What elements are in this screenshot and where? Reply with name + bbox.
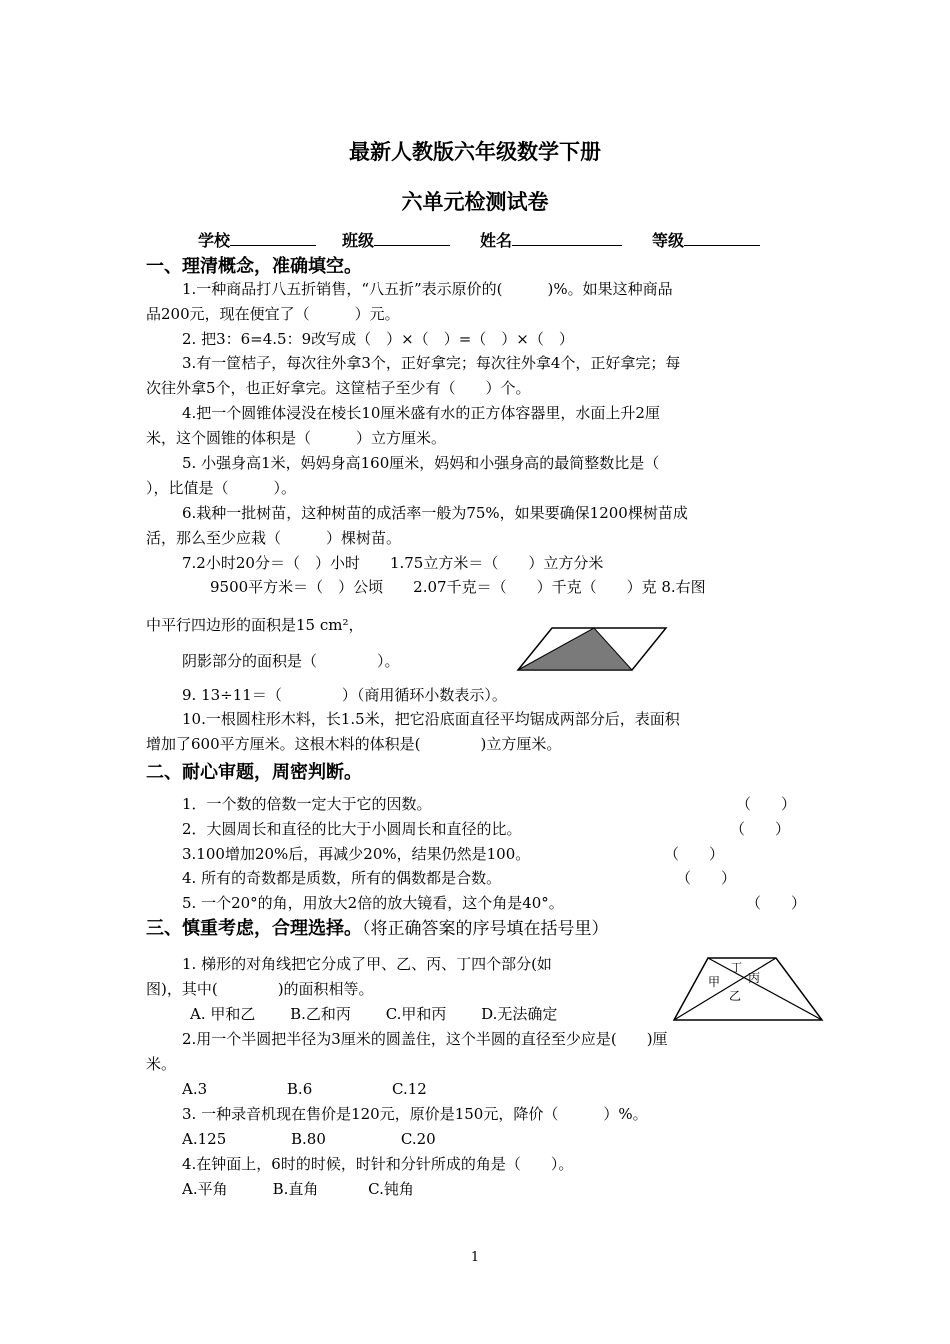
- s1-line: 7.2小时20分＝（ ）小时 1.75立方米＝（ ）立方分米: [182, 554, 604, 572]
- s3-line: 4.在钟面上，6时的时候，时针和分针所成的角是（ ）。: [182, 1155, 574, 1173]
- label-jia: 甲: [708, 975, 721, 989]
- s1-line: 品200元，现在便宜了（ ）元。: [146, 305, 400, 323]
- judge-item-text: 5. 一个20°的角，用放大2倍的放大镜看，这个角是40°。: [182, 894, 564, 912]
- s1-line: 中平行四边形的面积是15 cm²，: [146, 616, 364, 634]
- section3-note: （将正确答案的序号填在括号里）: [362, 919, 609, 939]
- section1-heading: 一、理清概念，准确填空。: [146, 256, 362, 277]
- s1-line: 9500平方米＝（ ）公顷 2.07千克＝（ ）千克（ ）克 8.右图: [210, 578, 706, 596]
- judge-item-paren: （ ）: [730, 820, 791, 838]
- choice-options: A.125 B.80 C.20: [182, 1130, 436, 1148]
- s1-line: 10.一根圆柱形木料，长1.5米，把它沿底面直径平均锯成两部分后，表面积: [182, 710, 680, 728]
- parallelogram-figure: [512, 624, 672, 674]
- judge-item-paren: （ ）: [676, 869, 737, 887]
- judge-item-paren: （ ）: [664, 845, 725, 863]
- school-field: [198, 228, 316, 251]
- s1-line: 米，这个圆锥的体积是（ ）立方厘米。: [146, 429, 447, 447]
- s3-line: 米。: [146, 1055, 177, 1073]
- judge-item-text: 1．一个数的倍数一定大于它的因数。: [182, 795, 432, 813]
- name-blank: [512, 231, 622, 246]
- s1-line: 9. 13÷11＝（ ）（商用循环小数表示）。: [182, 686, 507, 704]
- grade-field: [652, 228, 760, 251]
- s1-line: 6.栽种一批树苗，这种树苗的成活率一般为75%，如果要确保1200棵树苗成: [182, 504, 688, 522]
- s1-line: 4.把一个圆锥体浸没在棱长10厘米盛有水的正方体容器里，水面上升2厘: [182, 404, 660, 422]
- s3-line: 图)，其中( )的面积相等。: [146, 980, 374, 998]
- choice-options: A.3 B.6 C.12: [182, 1080, 427, 1098]
- trapezoid-figure: [670, 952, 826, 1024]
- s1-line: 3.有一筐桔子，每次往外拿3个，正好拿完；每次往外拿4个，正好拿完；每: [182, 354, 681, 372]
- judge-item-paren: （ ）: [736, 795, 797, 813]
- grade-label: 等级: [652, 231, 685, 250]
- s1-line: 2. 把3：6=4.5：9改写成（ ）×（ ）=（ ）×（ ）: [182, 330, 574, 348]
- school-blank: [230, 231, 316, 246]
- class-label: 班级: [342, 231, 375, 250]
- judge-item-paren: （ ）: [746, 894, 807, 912]
- name-field: [480, 228, 622, 251]
- s3-line: 3. 一种录音机现在售价是120元，原价是150元，降价（ ）%。: [182, 1105, 648, 1123]
- grade-blank: [684, 231, 760, 246]
- s3-line: 2.用一个半圆把半径为3厘米的圆盖住，这个半圆的直径至少应是( )厘: [182, 1030, 668, 1048]
- judge-item-text: 2．大圆周长和直径的比大于小圆周长和直径的比。: [182, 820, 522, 838]
- label-bing: 丙: [748, 971, 761, 985]
- name-label: 姓名: [480, 231, 513, 250]
- s1-line: 5. 小强身高1米，妈妈身高160厘米，妈妈和小强身高的最简整数比是（: [182, 454, 660, 472]
- page-number: 1: [470, 1250, 480, 1265]
- document-title: 最新人教版六年级数学下册: [349, 139, 601, 164]
- section3-heading-text: 三、慎重考虑，合理选择。: [146, 918, 362, 939]
- choice-options: A.平角 B.直角 C.钝角: [182, 1180, 414, 1198]
- s1-line: ），比值是（ ）。: [146, 479, 297, 497]
- section3-heading: [146, 914, 609, 940]
- judge-item-text: 4. 所有的奇数都是质数，所有的偶数都是合数。: [182, 869, 502, 887]
- school-label: 学校: [198, 231, 231, 250]
- s1-line: 增加了600平方厘米。这根木料的体积是( )立方厘米。: [146, 735, 562, 753]
- choice-options: A. 甲和乙 B.乙和丙 C.甲和丙 D.无法确定: [190, 1005, 558, 1023]
- section2-heading: 二、耐心审题，周密判断。: [146, 762, 362, 783]
- trapezoid-outline: [674, 958, 822, 1020]
- label-ding: 丁: [731, 961, 742, 974]
- s1-line: 1.一种商品打八五折销售，“八五折”表示原价的( )%。如果这种商品: [182, 280, 673, 298]
- s3-line: 1. 梯形的对角线把它分成了甲、乙、丙、丁四个部分(如: [182, 955, 552, 973]
- class-field: [342, 228, 450, 251]
- s1-line: 活，那么至少应栽（ ）棵树苗。: [146, 529, 402, 547]
- document-subtitle: 六单元检测试卷: [401, 189, 549, 214]
- class-blank: [374, 231, 450, 246]
- s1-line: 次往外拿5个，也正好拿完。这筐桔子至少有（ ）个。: [146, 379, 531, 397]
- label-yi: 乙: [729, 989, 742, 1003]
- judge-item-text: 3.100增加20%后，再减少20%，结果仍然是100。: [182, 845, 531, 863]
- s1-line: 阴影部分的面积是（ ）。: [182, 652, 400, 670]
